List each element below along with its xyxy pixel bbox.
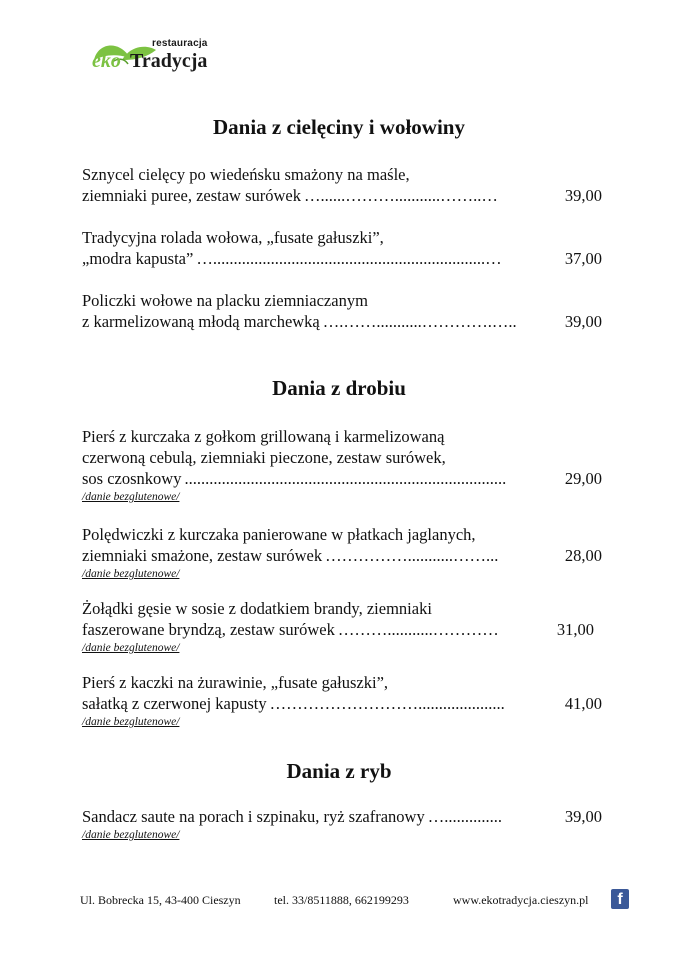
gluten-free-note: /danie bezglutenowe/ xyxy=(82,491,180,503)
dot-leader: …......………...........……..… xyxy=(304,186,498,205)
dish-price-row xyxy=(82,311,602,332)
dish-line: Policzki wołowe na placku ziemniaczanym xyxy=(82,291,368,310)
gluten-free-note: /danie bezglutenowe/ xyxy=(82,716,180,728)
dish-item xyxy=(82,227,602,269)
dish-price: 39,00 xyxy=(564,186,602,205)
footer-phone: tel. 33/8511888, 662199293 xyxy=(274,893,409,907)
dish-item xyxy=(82,426,602,504)
dish-price: 41,00 xyxy=(564,694,602,713)
dish-line: Żołądki gęsie w sosie z dodatkiem brandy, ziemniaki xyxy=(82,599,432,618)
dish-line: sos czosnkowy xyxy=(82,469,182,488)
dish-line: z karmelizowaną młodą marchewką xyxy=(82,312,320,331)
logo-brand-text: Tradycja xyxy=(130,50,208,72)
dish-price-row xyxy=(82,545,602,566)
dish-item xyxy=(82,806,602,842)
dish-price-row xyxy=(82,693,602,714)
dish-line: Tradycyjna rolada wołowa, „fusate gałuszki”, xyxy=(82,228,384,247)
dish-price: 29,00 xyxy=(564,469,602,488)
dot-leader: ………...........………… xyxy=(337,620,499,639)
dish-price: 39,00 xyxy=(564,807,602,826)
dish-line: Pierś z kurczaka z gołkom grillowaną i karmelizowaną xyxy=(82,427,445,446)
dish-line: Sandacz saute na porach i szpinaku, ryż szafranowy xyxy=(82,807,425,826)
dish-price-row xyxy=(82,619,594,640)
section-title: Dania z cielęciny i wołowiny xyxy=(213,115,465,139)
dish-item xyxy=(82,524,602,581)
gluten-free-note: /danie bezglutenowe/ xyxy=(82,568,180,580)
dish-line: ziemniaki puree, zestaw surówek xyxy=(82,186,301,205)
dish-line: Sznycel cielęcy po wiedeńsku smażony na maśle, xyxy=(82,165,410,184)
gluten-free-note: /danie bezglutenowe/ xyxy=(82,642,180,654)
dish-item xyxy=(82,164,602,206)
dish-line: „modra kapusta” xyxy=(82,249,194,268)
dot-leader: …..................................................................… xyxy=(196,249,502,268)
dish-price-row xyxy=(82,248,602,269)
gluten-free-note: /danie bezglutenowe/ xyxy=(82,829,180,841)
dot-leader: ….……...........………….….. xyxy=(322,312,517,331)
dish-price: 37,00 xyxy=(564,249,602,268)
dish-price: 39,00 xyxy=(564,312,602,331)
dish-price-row xyxy=(82,468,602,489)
dish-price: 31,00 xyxy=(556,620,594,639)
dish-line: ziemniaki smażone, zestaw surówek xyxy=(82,546,323,565)
dish-line: faszerowane bryndzą, zestaw surówek xyxy=(82,620,335,639)
dish-line: Polędwiczki z kurczaka panierowane w płatkach jaglanych, xyxy=(82,525,476,544)
dish-price-row xyxy=(82,185,602,206)
dish-item xyxy=(82,598,602,655)
dish-line: czerwoną cebulą, ziemniaki pieczone, zestaw surówek, xyxy=(82,448,446,467)
dish-price: 28,00 xyxy=(564,546,602,565)
footer-address: Ul. Bobrecka 15, 43-400 Cieszyn xyxy=(80,893,241,907)
dot-leader: ….............. xyxy=(427,807,502,826)
logo-eko-text: eko xyxy=(92,50,121,72)
dish-item xyxy=(82,672,602,729)
dish-item xyxy=(82,290,602,332)
dish-line: Pierś z kaczki na żurawinie, „fusate gałuszki”, xyxy=(82,673,389,692)
logo-small-text: restauracja xyxy=(152,38,208,49)
restaurant-logo xyxy=(92,38,217,88)
facebook-icon[interactable]: f xyxy=(611,889,629,909)
dish-price-row xyxy=(82,806,602,827)
dot-leader: .............................................................................. xyxy=(184,469,507,488)
section-title: Dania z drobiu xyxy=(272,376,406,400)
footer-website-link[interactable]: www.ekotradycja.cieszyn.pl xyxy=(453,893,589,907)
dish-line: sałatką z czerwonej kapusty xyxy=(82,694,267,713)
dot-leader: ……………...........……... xyxy=(325,546,499,565)
section-title: Dania z ryb xyxy=(286,759,392,783)
dot-leader: ………………………..................... xyxy=(269,694,505,713)
